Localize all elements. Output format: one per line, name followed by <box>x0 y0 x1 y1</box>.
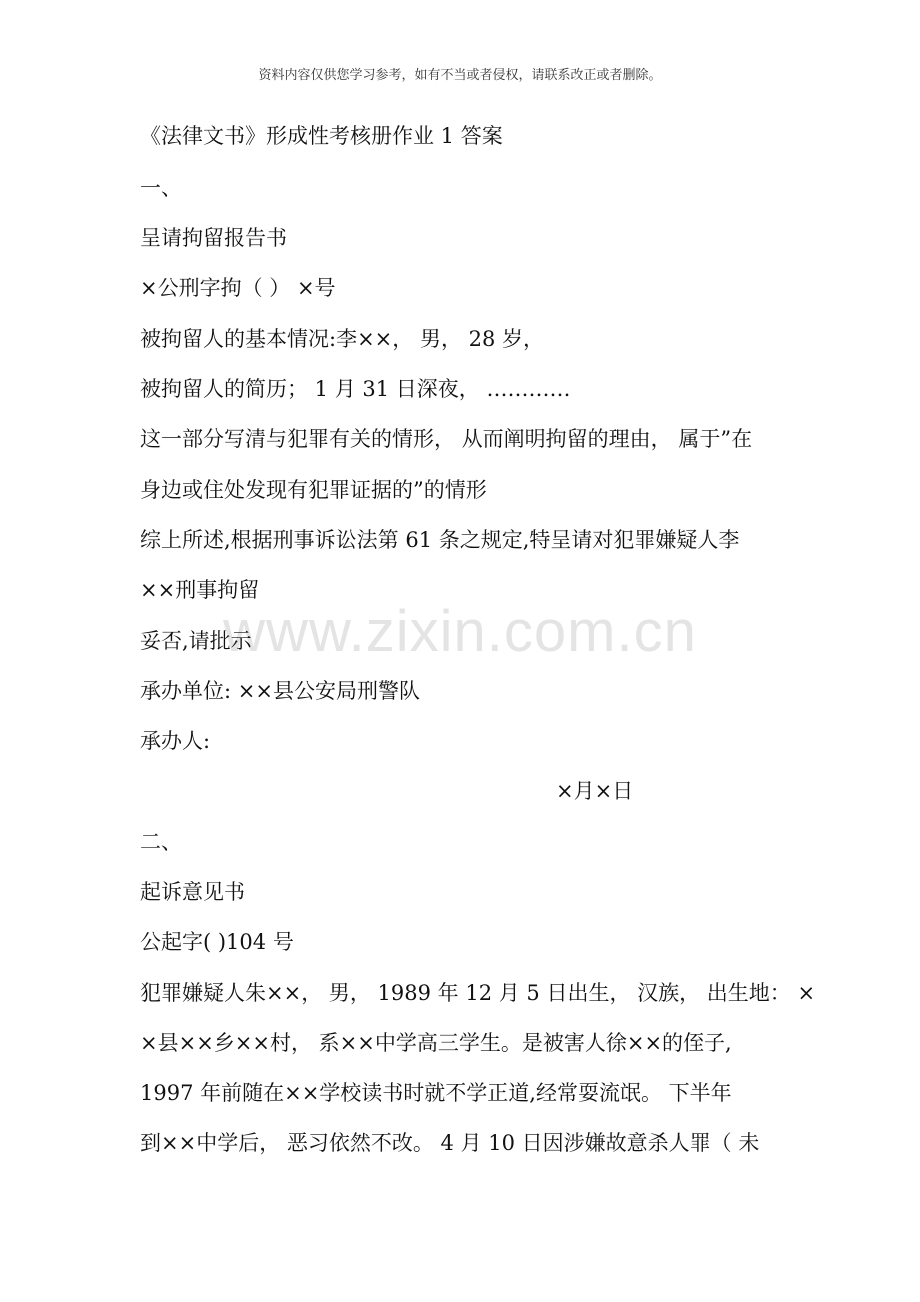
copyright-notice: 资料内容仅供您学习参考，如有不当或者侵权，请联系改正或者删除。 <box>258 68 662 83</box>
request-line: 妥否,请批示 <box>140 629 252 653</box>
section-2-number: 二、 <box>140 830 182 854</box>
handler: 承办人: <box>140 729 211 753</box>
section-1-number: 一、 <box>140 176 182 200</box>
section-2-doc-title: 起诉意见书 <box>140 880 245 904</box>
section-1-doc-title: 呈请拘留报告书 <box>140 226 287 250</box>
suspect-para-line-3: 1997 年前随在××学校读书时就不学正道,经常耍流氓。 下半年 <box>140 1081 732 1105</box>
conclusion-line-1: 综上所述,根据刑事诉讼法第 61 条之规定,特呈请对犯罪嫌疑人李 <box>140 528 740 552</box>
suspect-para-line-4: 到××中学后， 恶习依然不改。 4 月 10 日因涉嫌故意杀人罪（ 未 <box>140 1131 760 1155</box>
detainee-basic-info: 被拘留人的基本情况:李××， 男， 28 岁， <box>140 327 545 351</box>
suspect-para-line-2: ×县××乡××村， 系××中学高三学生。是被害人徐××的侄子, <box>140 1031 732 1055</box>
document-title: 《法律文书》形成性考核册作业 1 答案 <box>140 124 503 148</box>
suspect-para-line-1: 犯罪嫌疑人朱××， 男， 1989 年 12 月 5 日出生， 汉族， 出生地： × <box>140 981 816 1005</box>
handling-unit: 承办单位: ××县公安局刑警队 <box>140 679 420 703</box>
date-line: ×月×日 <box>556 779 634 803</box>
body-line-1: 这一部分写清与犯罪有关的情形， 从而阐明拘留的理由， 属于”在 <box>140 427 753 451</box>
section-2-doc-number: 公起字( )104 号 <box>140 930 294 954</box>
body-line-2: 身边或住处发现有犯罪证据的”的情形 <box>140 478 487 502</box>
detainee-resume: 被拘留人的简历； 1 月 31 日深夜， ………… <box>140 377 571 401</box>
watermark: www.zixin.com.cn <box>223 599 697 664</box>
conclusion-line-2: ××刑事拘留 <box>140 578 260 602</box>
section-1-doc-number: ×公刑字拘（ ） ×号 <box>140 276 336 300</box>
